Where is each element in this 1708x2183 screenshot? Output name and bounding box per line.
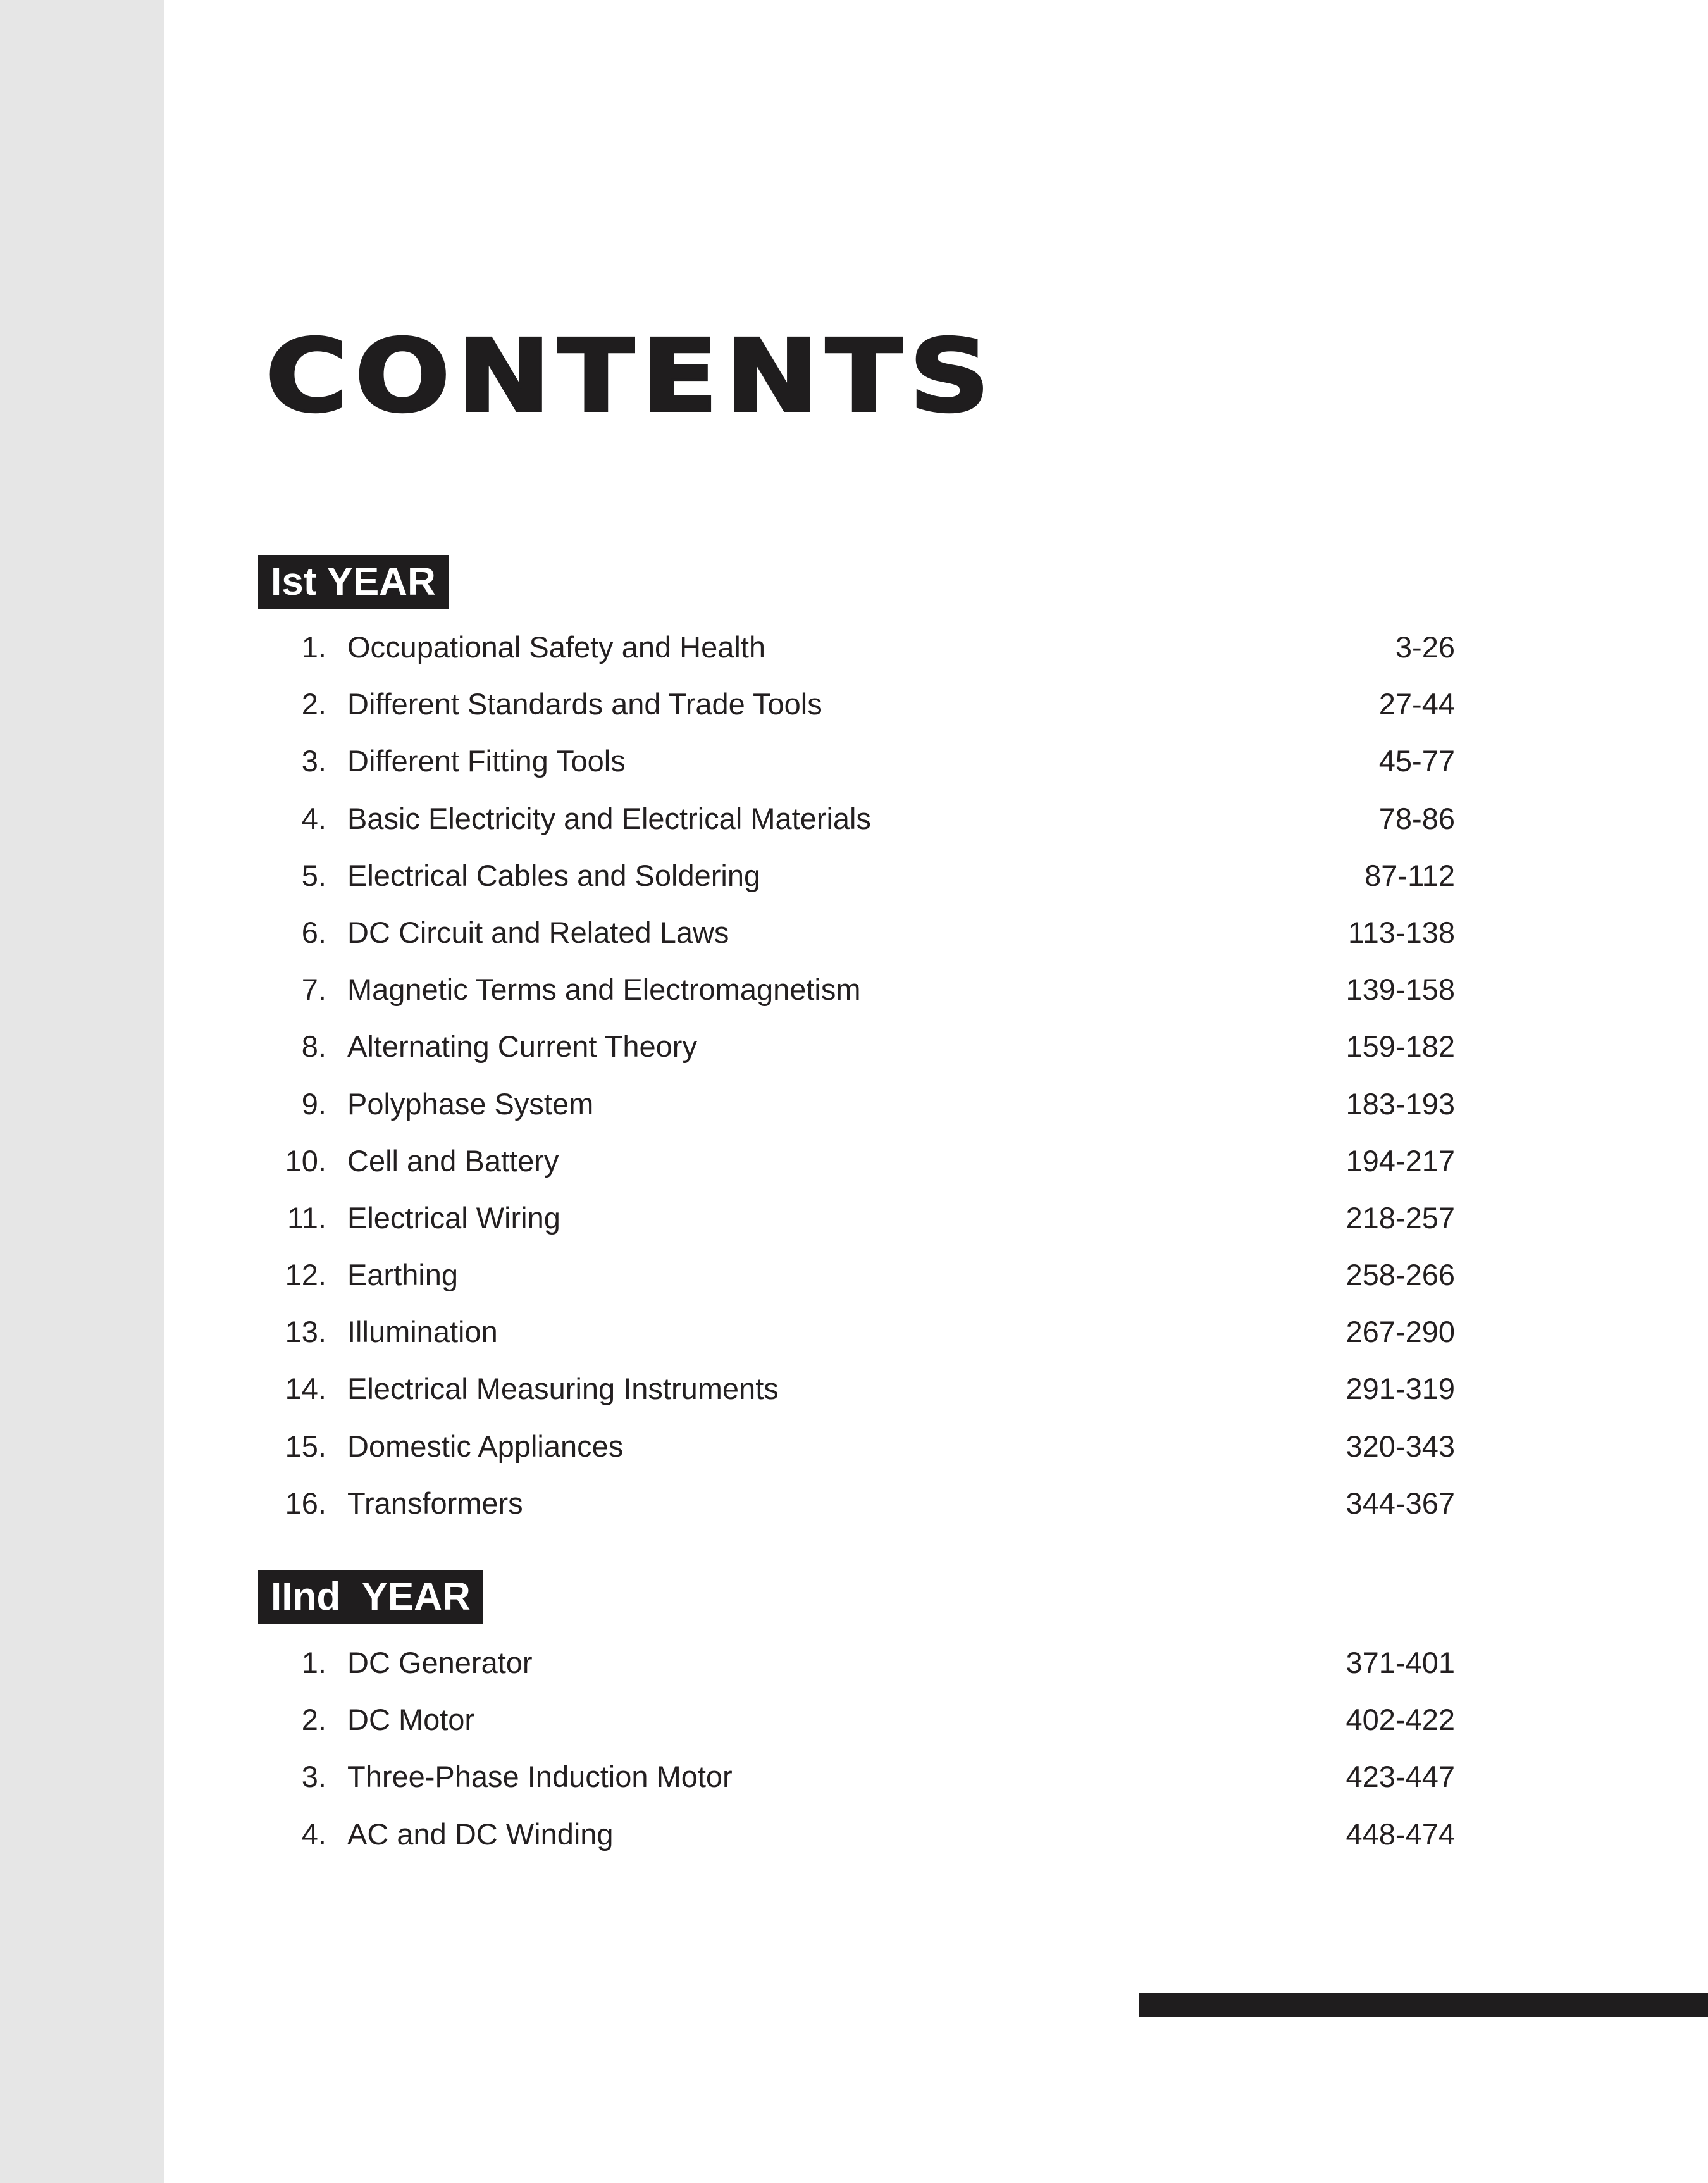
entry-page-range: 267-290: [1346, 1315, 1455, 1349]
entry-number: 4.: [301, 801, 326, 835]
entry-number: 2.: [301, 1703, 326, 1737]
entry-page-range: 87-112: [1365, 858, 1455, 892]
contents-entry[interactable]: [266, 1140, 1455, 1197]
contents-entry[interactable]: [266, 1254, 1455, 1311]
entry-title: Occupational Safety and Health: [347, 630, 766, 664]
entry-page-range: 448-474: [1346, 1817, 1455, 1851]
entry-page-range: 139-158: [1346, 973, 1455, 1007]
entry-page-range: 344-367: [1346, 1486, 1455, 1520]
entry-page-range: 78-86: [1378, 801, 1455, 835]
entry-title: DC Motor: [347, 1703, 475, 1737]
entry-page-range: 3-26: [1395, 630, 1455, 664]
entry-number: 14.: [285, 1372, 326, 1406]
entry-page-range: 423-447: [1346, 1760, 1455, 1794]
contents-entry[interactable]: [266, 855, 1455, 912]
entry-page-range: 45-77: [1378, 744, 1455, 778]
contents-entry[interactable]: [266, 1197, 1455, 1254]
contents-entry[interactable]: [266, 626, 1455, 683]
entry-title: DC Generator: [347, 1646, 533, 1679]
entry-title: Different Standards and Trade Tools: [347, 687, 822, 721]
entry-number: 5.: [301, 858, 326, 892]
entry-number: 7.: [301, 973, 326, 1007]
entry-page-range: 159-182: [1346, 1029, 1455, 1064]
contents-entry[interactable]: [266, 1483, 1455, 1539]
entry-title: Basic Electricity and Electrical Materials: [347, 801, 871, 835]
entry-number: 3.: [301, 1760, 326, 1794]
entry-number: 2.: [301, 687, 326, 721]
section-heading-first-year: Ist YEAR: [258, 555, 449, 609]
entry-page-range: 113-138: [1348, 915, 1455, 949]
entry-page-range: 402-422: [1346, 1703, 1455, 1737]
entry-title: AC and DC Winding: [347, 1817, 614, 1851]
entry-title: Electrical Measuring Instruments: [347, 1372, 779, 1406]
entry-title: Polyphase System: [347, 1086, 594, 1121]
contents-entry[interactable]: [266, 969, 1455, 1026]
entry-page-range: 258-266: [1346, 1258, 1455, 1292]
entry-number: 12.: [285, 1258, 326, 1292]
contents-entry[interactable]: [266, 740, 1455, 797]
entry-title: Cell and Battery: [347, 1143, 559, 1178]
entry-title: Different Fitting Tools: [347, 744, 626, 778]
entry-number: 8.: [301, 1029, 326, 1064]
entry-title: Three-Phase Induction Motor: [347, 1760, 733, 1794]
entry-number: 1.: [301, 630, 326, 664]
entry-title: Illumination: [347, 1315, 498, 1349]
entry-page-range: 320-343: [1346, 1429, 1455, 1463]
entry-number: 1.: [301, 1646, 326, 1679]
entry-page-range: 194-217: [1346, 1143, 1455, 1178]
contents-entry[interactable]: [266, 1756, 1455, 1813]
entry-number: 13.: [285, 1315, 326, 1349]
page-title: CONTENTS: [266, 318, 997, 435]
entry-number: 4.: [301, 1817, 326, 1851]
entry-number: 11.: [287, 1200, 326, 1235]
entry-title: Domestic Appliances: [347, 1429, 624, 1463]
entry-title: Electrical Cables and Soldering: [347, 858, 761, 892]
page-margin-strip: [0, 0, 164, 2183]
contents-entry[interactable]: [266, 912, 1455, 969]
contents-entry[interactable]: [266, 1813, 1455, 1870]
contents-entry[interactable]: [266, 1368, 1455, 1425]
entry-number: 3.: [301, 744, 326, 778]
entry-title: Earthing: [347, 1258, 459, 1292]
entry-number: 9.: [301, 1086, 326, 1121]
entry-page-range: 27-44: [1378, 687, 1455, 721]
entry-number: 6.: [301, 915, 326, 949]
contents-entry[interactable]: [266, 1083, 1455, 1140]
contents-entry[interactable]: [266, 1426, 1455, 1483]
entry-page-range: 291-319: [1346, 1372, 1455, 1406]
entry-title: DC Circuit and Related Laws: [347, 915, 729, 949]
contents-entry[interactable]: [266, 683, 1455, 740]
entry-title: Electrical Wiring: [347, 1200, 560, 1235]
section-heading-second-year: IInd YEAR: [258, 1570, 483, 1624]
contents-entry[interactable]: [266, 1311, 1455, 1368]
contents-entry[interactable]: [266, 798, 1455, 855]
entry-page-range: 371-401: [1346, 1646, 1455, 1679]
contents-entry[interactable]: [266, 1642, 1455, 1699]
entry-title: Transformers: [347, 1486, 523, 1520]
entry-number: 16.: [285, 1486, 326, 1520]
footer-rule: [1139, 1993, 1708, 2017]
contents-entry[interactable]: [266, 1026, 1455, 1083]
entry-page-range: 183-193: [1346, 1086, 1455, 1121]
contents-entry[interactable]: [266, 1699, 1455, 1756]
entry-number: 10.: [285, 1143, 326, 1178]
contents-list-second-year: [266, 1642, 1455, 1870]
entry-number: 15.: [285, 1429, 326, 1463]
entry-title: Magnetic Terms and Electromagnetism: [347, 973, 861, 1007]
contents-list-first-year: [266, 626, 1455, 1539]
entry-title: Alternating Current Theory: [347, 1029, 697, 1064]
entry-page-range: 218-257: [1346, 1200, 1455, 1235]
